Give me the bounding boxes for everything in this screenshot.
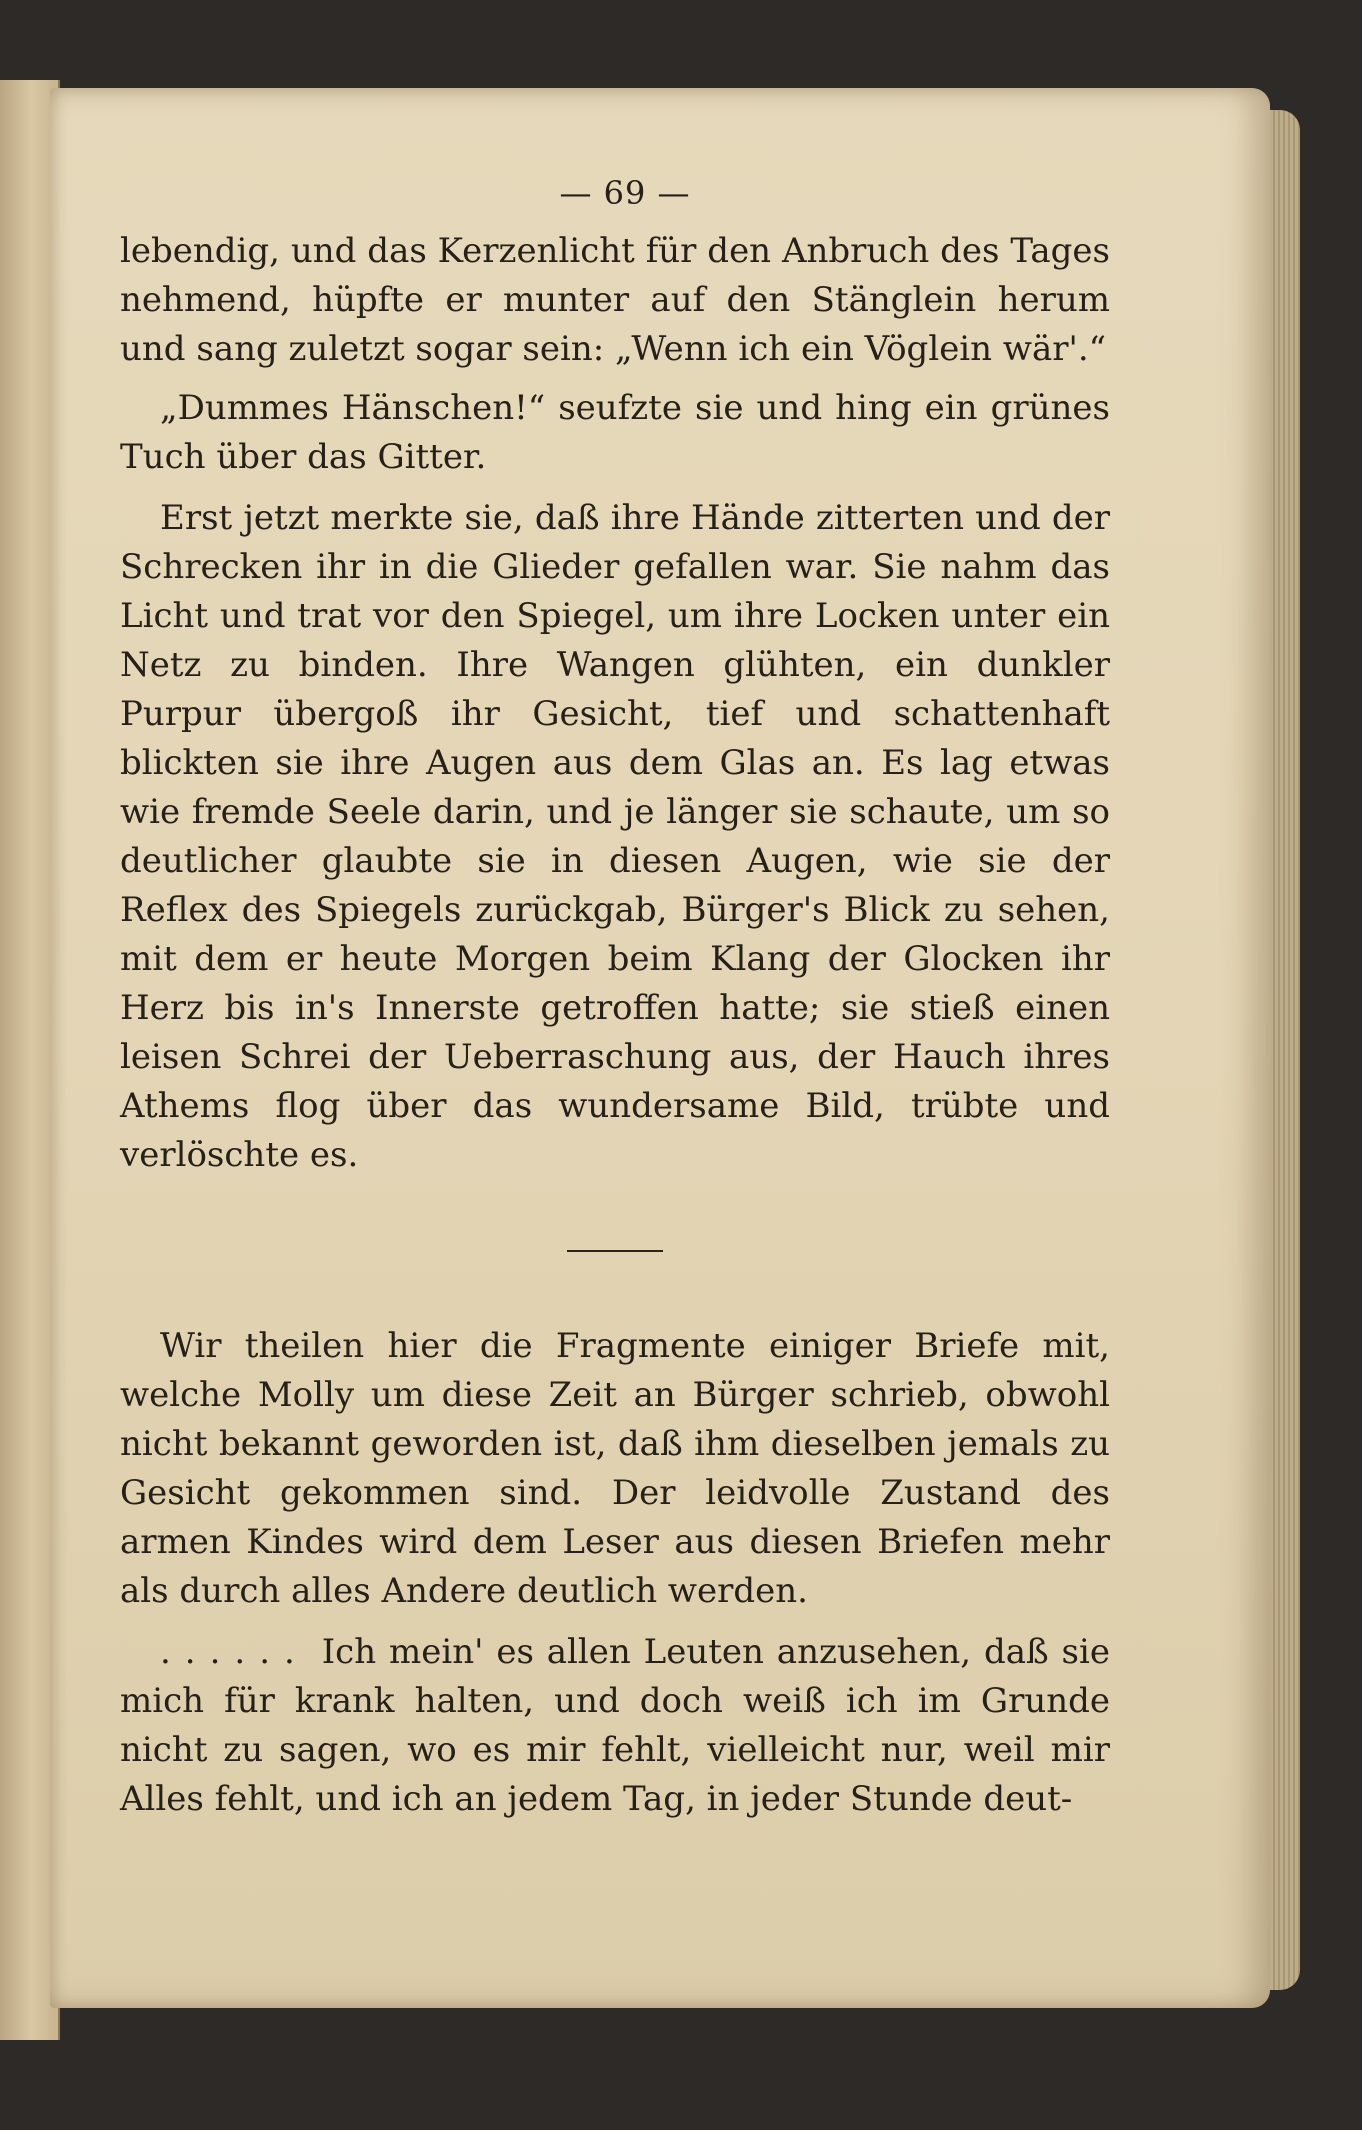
paragraph-4: Wir theilen hier die Fragmente einiger Briefe mit, welche Molly um diese Zeit an Bürger schrieb, obwohl nicht bekannt geworden ist, daß ihm dieselben jemals zu Gesicht gekommen sind. Der leidvolle Zustand des armen Kindes wird dem Leser aus diesen Briefen mehr als durch alles Andere deutlich werden. [120, 1326, 1110, 1611]
paragraph-1: lebendig, und das Kerzenlicht für den Anbruch des Tages nehmend, hüpfte er munter auf den Stänglein herum und sang zuletzt sogar sein: „Wenn ich ein Vöglein wär'.“ [120, 231, 1110, 369]
ellipsis-dots: ...... [160, 1632, 309, 1672]
letter-text: Ich mein' es allen Leuten anzusehen, daß sie mich für krank halten, und doch weiß ich im Grunde nicht zu sagen, wo es mir fehlt, vielleicht nur, weil mir Alles fehlt, und ich an jedem Tag, in jeder Stunde deut- [120, 1632, 1110, 1819]
paragraph-3: Erst jetzt merkte sie, daß ihre Hände zitterten und der Schrecken ihr in die Glieder gefallen war. Sie nahm das Licht und trat vor den Spiegel, um ihre Locken unter ein Netz zu binden. Ihre Wangen glühten, ein dunkler Purpur übergoß ihr Gesicht, tief und schattenhaft blickten sie ihre Augen aus dem Glas an. Es lag etwas wie fremde Seele darin, und je länger sie schaute, um so deutlicher glaubte sie in diesen Augen, wie sie der Reflex des Spiegels zurückgab, Bürger's Blick zu sehen, mit dem er heute Morgen beim Klang der Glocken ihr Herz bis in's Innerste getroffen hatte; sie stieß einen leisen Schrei der Ueberraschung aus, der Hauch ihres Athems flog über das wundersame Bild, trübte und verlöschte es. [120, 498, 1110, 1175]
page-text [120, 165, 1110, 1824]
letter-fragment [120, 1628, 1110, 1824]
page-number-header: — 69 — [559, 174, 691, 212]
section-divider [567, 1250, 663, 1252]
paragraph-2: „Dummes Hänschen!“ seufzte sie und hing ein grünes Tuch über das Gitter. [120, 388, 1110, 477]
